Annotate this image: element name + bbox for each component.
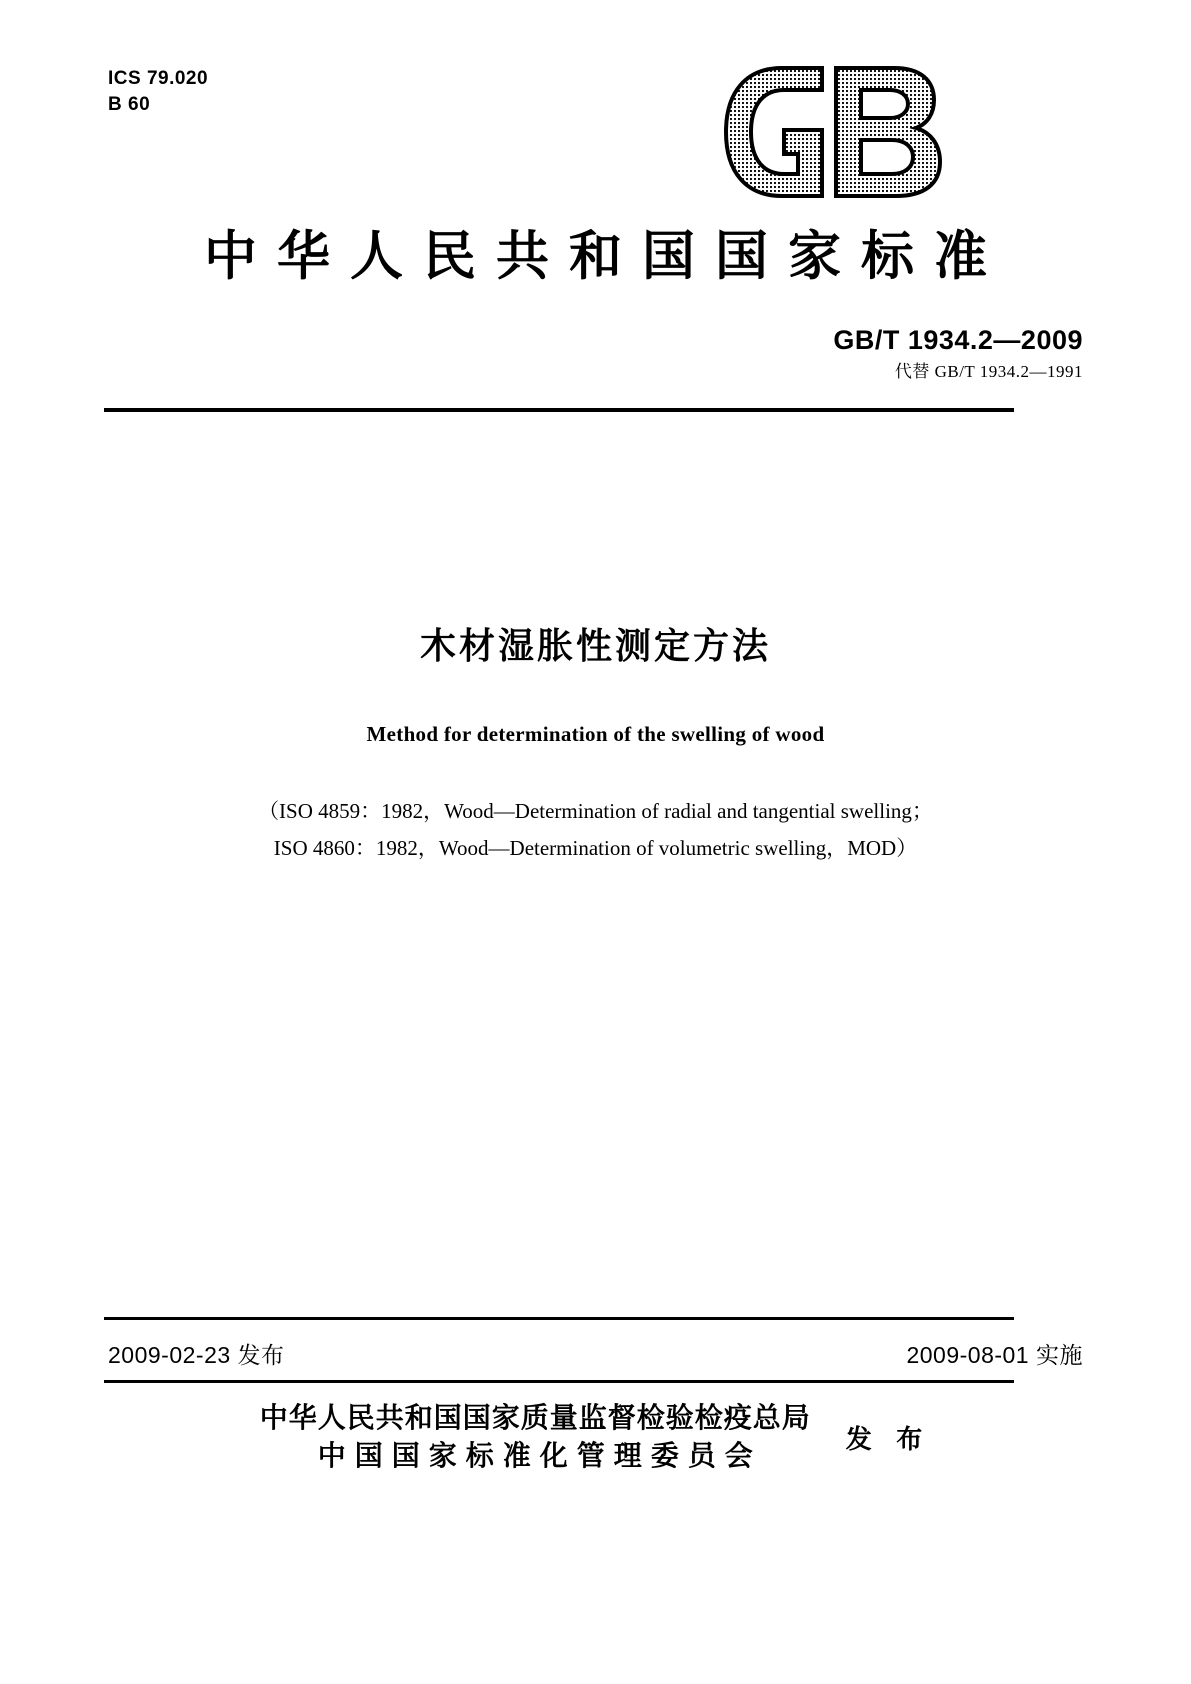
page-title: 中华人民共和国国家标准 (204, 228, 1007, 286)
ics-code: ICS 79.020 (108, 68, 209, 89)
iso-equivalence-note (120, 793, 1071, 867)
effective-date: 2009-08-01 实施 (906, 1342, 1083, 1368)
publisher-line-2: 中国国家标准化管理委员会 (317, 1440, 762, 1472)
classification-code: B 60 (108, 93, 151, 115)
publisher-block (0, 1400, 1191, 1476)
publisher-line-1: 中华人民共和国国家质量监督检验检疫总局 (259, 1403, 811, 1434)
ics-classification-block (108, 66, 208, 117)
publisher-names (260, 1400, 811, 1476)
divider-bottom-upper (104, 1317, 1014, 1320)
document-title-chinese: 木材湿胀性测定方法 (419, 626, 771, 666)
standard-replaces: 代替 GB/T 1934.2—1991 (894, 362, 1083, 381)
gb-emblem-icon (718, 62, 950, 202)
divider-bottom-lower (104, 1380, 1014, 1383)
document-title-english: Method for determination of the swelling of wood (366, 722, 825, 746)
standard-number: GB/T 1934.2—2009 (833, 325, 1083, 355)
issue-date: 2009-02-23 发布 (108, 1342, 285, 1368)
iso-note-line-2: ISO 4860：1982，Wood—Determination of volumetric swelling，MOD） (273, 835, 918, 860)
divider-top (104, 408, 1014, 412)
publisher-action-label: 发 布 (845, 1425, 932, 1455)
iso-note-line-1: （ISO 4859：1982，Wood—Determination of radial and tangential swelling； (258, 799, 933, 823)
